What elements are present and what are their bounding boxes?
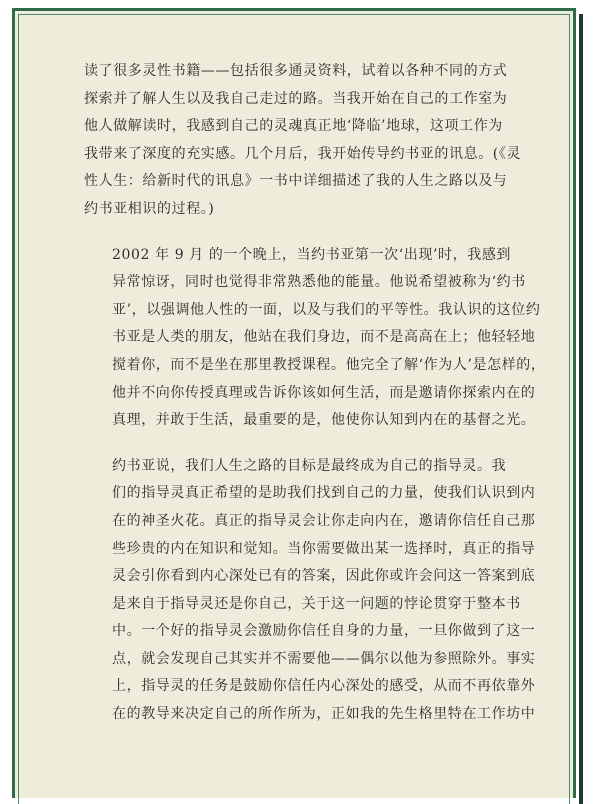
paragraph	[84, 58, 522, 224]
text-line: 异常惊讶，同时也觉得非常熟悉他的能量。他说希望被称为‘约书	[112, 274, 526, 291]
text-line: 探索并了解人生以及我自己走过的路。当我开始在自己的工作室为	[84, 90, 508, 107]
paragraph	[84, 453, 536, 729]
book-page-text	[84, 58, 546, 747]
text-line: 搅着你，而不是坐在那里教授课程。他完全了解‘作为人’是怎样的，	[112, 356, 546, 373]
text-line: 点，就会发现自己其实并不需要他——偶尔以他为参照除外。事实	[112, 650, 536, 667]
text-line: 灵会引你看到内心深处已有的答案，因此你或许会问这一答案到底	[112, 568, 536, 585]
text-line: 约书亚说，我们人生之路的目标是最终成为自己的指导灵。我	[112, 457, 507, 474]
text-line: 在的神圣火花。真正的指导灵会让你走向内在，邀请你信任自己那	[112, 512, 536, 529]
text-line: 亚’，以强调他人性的一面，以及与我们的平等性。我认识的这位约	[112, 301, 541, 318]
text-line: 性人生：给新时代的讯息》一书中详细描述了我的人生之路以及与	[84, 173, 508, 190]
text-line: 约书亚相识的过程。)	[84, 200, 215, 217]
text-line: 是来自于指导灵还是你自己，关于这一问题的悖论贯穿于整本书	[112, 595, 521, 612]
text-line: 他人做解读时，我感到自己的灵魂真正地‘降临’地球，这项工作为	[84, 118, 503, 135]
text-line: 2002 年 9 月 的一个晚上，当约书亚第一次‘出现’时，我感到	[112, 246, 512, 263]
text-line: 真理，并敢于生活，最重要的是，他使你认知到内在的基督之光。	[112, 412, 536, 429]
paragraph	[84, 242, 546, 435]
text-line: 在的教导来决定自己的所作所为，正如我的先生格里特在工作坊中	[112, 706, 536, 723]
text-line: 他并不向你传授真理或告诉你该如何生活，而是邀请你探索内在的	[112, 384, 536, 401]
text-line: 书亚是人类的朋友，他站在我们身边，而不是高高在上；他轻轻地	[112, 329, 536, 346]
text-line: 些珍贵的内在知识和觉知。当你需要做出某一选择时，真正的指导	[112, 540, 536, 557]
text-line: 们的指导灵真正希望的是助我们找到自己的力量，使我们认识到内	[112, 485, 536, 502]
text-line: 我带来了深度的充实感。几个月后，我开始传导约书亚的讯息。(《灵	[84, 145, 522, 162]
text-line: 读了很多灵性书籍——包括很多通灵资料，试着以各种不同的方式	[84, 63, 508, 79]
text-line: 上，指导灵的任务是鼓励你信任内心深处的感受，从而不再依靠外	[112, 678, 536, 695]
text-line: 中。一个好的指导灵会激励你信任自身的力量，一旦你做到了这一	[112, 623, 536, 640]
page-border-shadow	[579, 14, 583, 804]
